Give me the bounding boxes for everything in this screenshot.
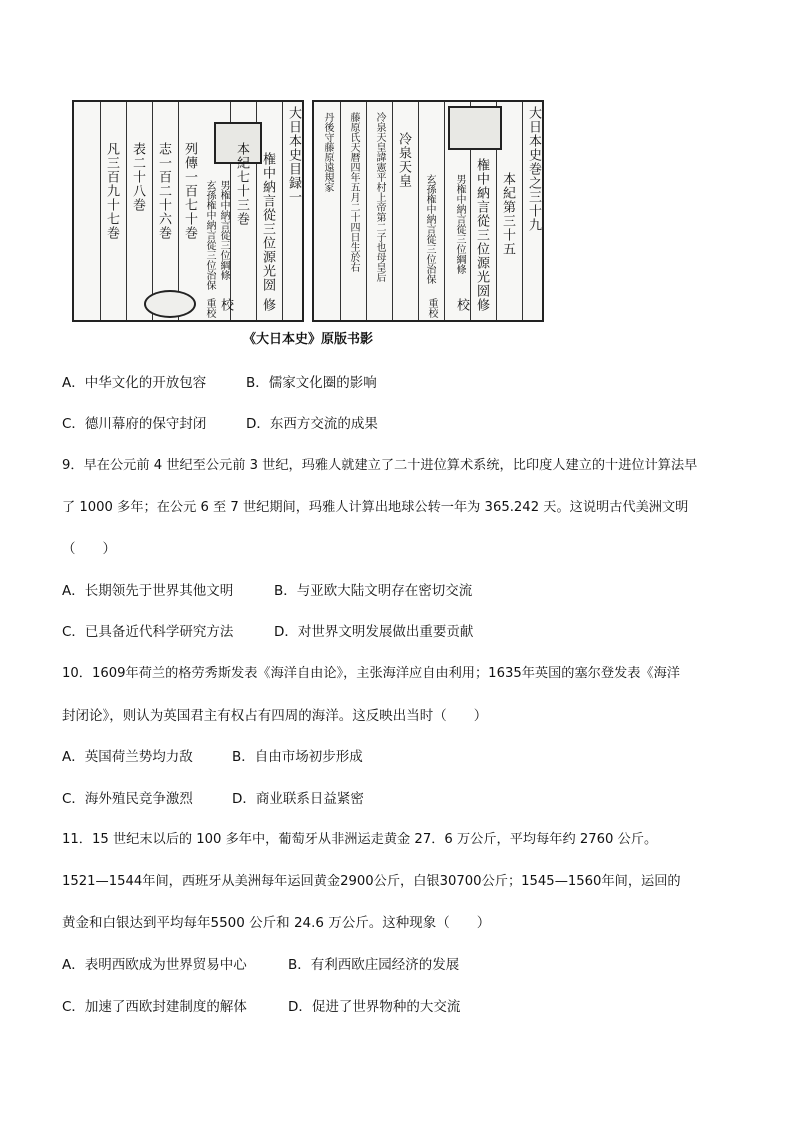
column-emperor: 冷泉天皇: [396, 132, 411, 188]
figure-caption: 《大日本史》原版书影: [242, 332, 373, 347]
q10-option-d[interactable]: D．商业联系日益紧密: [232, 791, 364, 807]
column-liezhuan: 列傳一百七十巻: [182, 142, 197, 240]
q8-option-b[interactable]: B．儒家文化圈的影响: [246, 375, 377, 391]
column-author: 権中納言從三位源光圀: [474, 158, 489, 298]
q9-option-c[interactable]: C．已具备近代科学研究方法: [62, 624, 234, 640]
q11-stem-line-3: 黄金和白银达到平均每年5500 公斤和 24.6 万公斤。这种现象（ ）: [62, 915, 491, 931]
q9-stem-line-2: 了 1000 多年；在公元 6 至 7 世纪期间，玛雅人计算出地球公转一年为 365.242 天。这说明古代美洲文明: [62, 500, 689, 515]
seal-stamp: [448, 106, 502, 150]
column-zhi: 志一百二十六巻: [156, 142, 171, 240]
q8-option-d[interactable]: D．东西方交流的成果: [246, 416, 378, 432]
column-volume-title: 大日本史巻之三十九: [526, 106, 541, 232]
column-editor-1: 男権中納言從三位綱條: [454, 174, 465, 274]
book-page-right: [312, 100, 544, 322]
column-author: 権中納言從三位源光圀: [260, 152, 275, 292]
correction-mark-1: 修: [260, 298, 275, 312]
q11-stem-line-2: 1521—1544年间，西班牙从美洲每年运回黄金2900公斤，白银30700公斤；1545—1560年间，运回的: [62, 874, 681, 889]
column-editor-1: 男権中納言從三位綱條: [218, 180, 229, 280]
q9-answer-blank: （ ）: [62, 541, 116, 557]
library-oval-stamp: [144, 290, 196, 318]
column-benji: 本紀第三十五: [500, 172, 515, 256]
column-title: 大日本史目録一: [286, 106, 301, 204]
q9-option-b[interactable]: B．与亚欧大陆文明存在密切交流: [274, 583, 473, 599]
q9-option-a[interactable]: A．长期领先于世界其他文明: [62, 583, 234, 599]
q11-option-b[interactable]: B．有利西欧庄园经济的发展: [288, 957, 460, 973]
column-text-3: 丹後守藤原遠規家: [322, 112, 333, 192]
q9-stem-line-1: 9．早在公元前 4 世纪至公元前 3 世纪，玛雅人就建立了二十进位算术系统，比印度人建立的十进位计算法早: [62, 458, 698, 473]
column-editor-2: 玄孫権中納言從三位治保: [204, 180, 215, 290]
q10-option-b[interactable]: B．自由市场初步形成: [232, 749, 363, 765]
q9-option-d[interactable]: D．对世界文明发展做出重要贡献: [274, 624, 474, 640]
q10-option-c[interactable]: C．海外殖民竞争激烈: [62, 791, 193, 807]
q11-stem-line-1: 11．15 世纪末以后的 100 多年中，葡萄牙从非洲运走黄金 27．6 万公斤，平均每年约 2760 公斤。: [62, 832, 658, 847]
column-benji: 本紀七十三巻: [234, 142, 249, 226]
q11-option-a[interactable]: A．表明西欧成为世界贸易中心: [62, 957, 247, 973]
q11-option-c[interactable]: C．加速了西欧封建制度的解体: [62, 999, 247, 1015]
book-scan-figure: [72, 100, 544, 347]
q11-option-d[interactable]: D．促进了世界物种的大交流: [288, 999, 461, 1015]
q8-option-c[interactable]: C．德川幕府的保守封闭: [62, 416, 207, 432]
q8-option-a[interactable]: A．中华文化的开放包容: [62, 375, 207, 391]
book-page-left: [72, 100, 304, 322]
q10-stem-line-1: 10．1609年荷兰的格劳秀斯发表《海洋自由论》，主张海洋应自由利用；1635年英国的塞尔登发表《海洋: [62, 666, 680, 681]
column-editor-2: 玄孫権中納言從三位治保: [424, 174, 435, 284]
q10-stem-line-2: 封闭论》，则认为英国君主有权占有四周的海洋。这反映出当时（ ）: [62, 708, 488, 724]
column-total: 凡三百九十七巻: [104, 142, 119, 240]
q10-option-a[interactable]: A．英国荷兰势均力敌: [62, 749, 193, 765]
correction-mark-3: 重校: [204, 298, 215, 318]
column-biao: 表二十八巻: [130, 142, 145, 212]
column-text-1: 冷泉天皇諱憲平村上帝第二子也母皇后: [374, 112, 385, 282]
correction-mark-1: 修: [474, 298, 489, 312]
correction-mark-3: 重校: [426, 298, 437, 318]
correction-mark-2: 校: [454, 298, 469, 312]
correction-mark-2: 校: [218, 298, 233, 312]
column-text-2: 藤原氏天暦四年五月二十四日生於右: [348, 112, 359, 272]
